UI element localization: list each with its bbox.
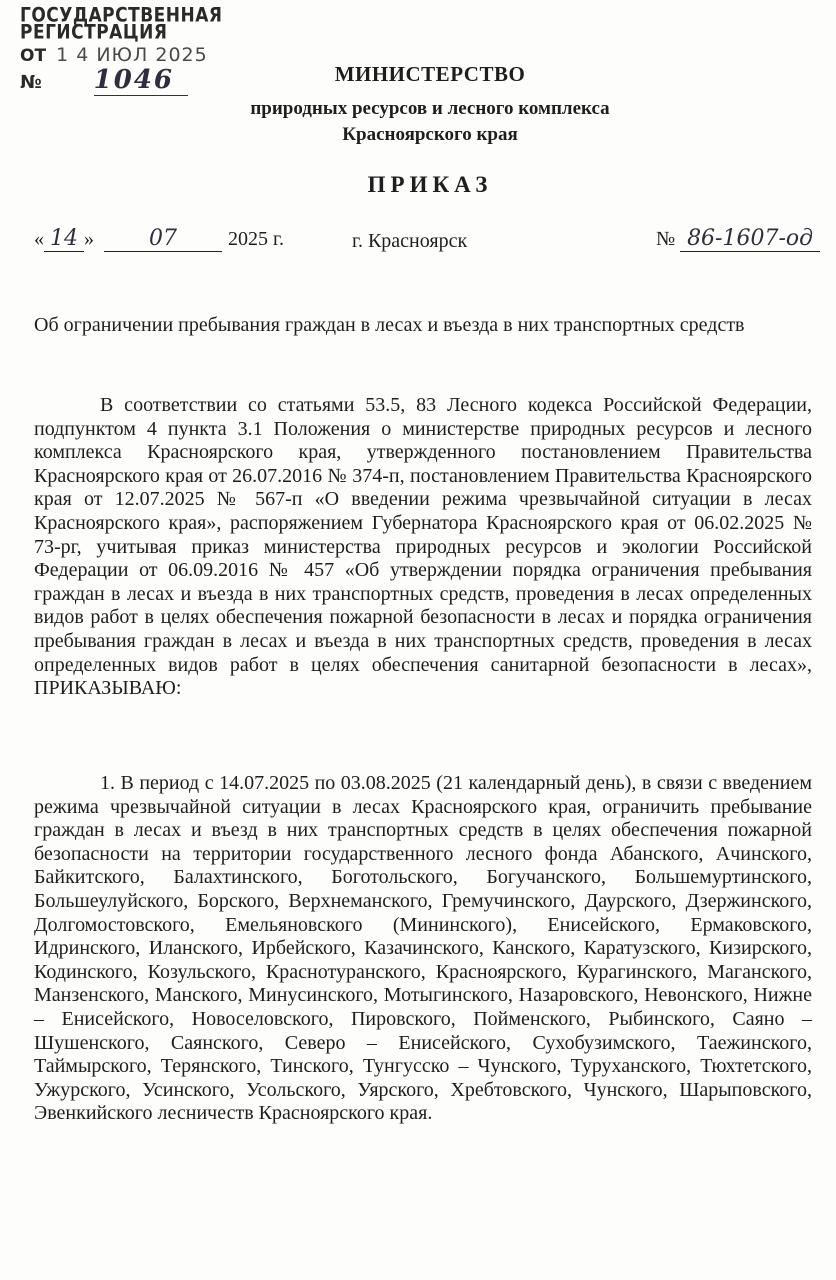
stamp-from-label: ОТ xyxy=(20,46,47,66)
order-year: 2025 г. xyxy=(228,228,284,250)
ministry-subtitle: природных ресурсов и лесного комплекса xyxy=(250,98,610,119)
order-month: 07 xyxy=(104,226,222,252)
order-date xyxy=(34,226,284,252)
order-city: г. Красноярск xyxy=(352,230,468,252)
stamp-number-label: № xyxy=(20,72,42,93)
ministry-title: МИНИСТЕРСТВО xyxy=(334,62,526,86)
open-quote: « xyxy=(34,228,44,250)
stamp-line-2: РЕГИСТРАЦИЯ xyxy=(20,21,168,45)
order-subject: Об ограничении пребывания граждан в лесах и въезда в них транспортных средств xyxy=(34,314,745,336)
close-quote: » xyxy=(84,228,94,250)
order-number-label: № xyxy=(656,228,676,250)
order-number: 86-1607-од xyxy=(680,226,820,252)
order-day: 14 xyxy=(44,226,84,252)
order-number-row xyxy=(656,226,820,252)
stamp-reg-number: 1046 xyxy=(94,65,188,96)
stamp-line-1: ГОСУДАРСТВЕННАЯ xyxy=(20,4,223,28)
document-type-heading: ПРИКАЗ xyxy=(367,172,493,197)
order-item-1: 1. В период с 14.07.2025 по 03.08.2025 (21 календарный день), в связи с введением режима чрезвычайной ситуации в лесах Красноярского края, ограничить пребывание граждан в лесах и въезд в них транспортных средств в целях обеспечения пожарной безопасности на территории государственного лесного фонда Абанского, Ачинского, Байкитского, Балахтинского, Боготольского, Богучанского, Большемуртинского, Большеулуйского, Борского, Верхнеманского, Гремучинского, Даурского, Дзержинского, Долгомостовского, Емельяновского (Мининского), Енисейского, Ермаковского, Идринского, Иланского, Ирбейского, Казачинского, Канского, Каратузского, Кизирского, Кодинского, Козульского, Краснотуранского, Красноярского, Курагинского, Маганского, Манзенского, Манского, Минусинского, Мотыгинского, Назаровского, Невонского, Нижне – Енисейского, Новоселовского, Пировского, Пойменского, Рыбинского, Саяно – Шушенского, Саянского, Северо – Енисейского, Сухобузимского, Таежинского, Таймырского, Терянского, Тинского, Тунгусско – Чунского, Туруханского, Тюхтетского, Ужурского, Усинского, Усольского, Уярского, Хребтовского, Чунского, Шарыповского, Эвенкийского лесничеств Красноярского края. xyxy=(34,772,812,1125)
stamp-date: 1 4 ИЮЛ 2025 xyxy=(56,44,208,66)
ministry-region: Красноярского края xyxy=(342,124,518,145)
order-preamble: В соответствии со статьями 53.5, 83 Лесного кодекса Российской Федерации, подпунктом 4 пункта 3.1 Положения о министерстве природных ресурсов и лесного комплекса Красноярского края, утвержденного постановлением Правительства Красноярского края от 26.07.2016 № 374-п, постановлением Правительства Красноярского края от 12.07.2025 № 567-п «О введении режима чрезвычайной ситуации в лесах Красноярского края», распоряжением Губернатора Красноярского края от 06.02.2025 № 73-рг, учитывая приказ министерства природных ресурсов и экологии Российской Федерации от 06.09.2016 № 457 «Об утверждении порядка ограничения пребывания граждан в лесах и въезда в них транспортных средств, проведения в лесах определенных видов работ в целях обеспечения пожарной безопасности в лесах и порядка ограничения пребывания граждан в лесах и въезда в них транспортных средств, проведения в лесах определенных видов работ в целях обеспечения санитарной безопасности в лесах», ПРИКАЗЫВАЮ: xyxy=(34,394,812,700)
